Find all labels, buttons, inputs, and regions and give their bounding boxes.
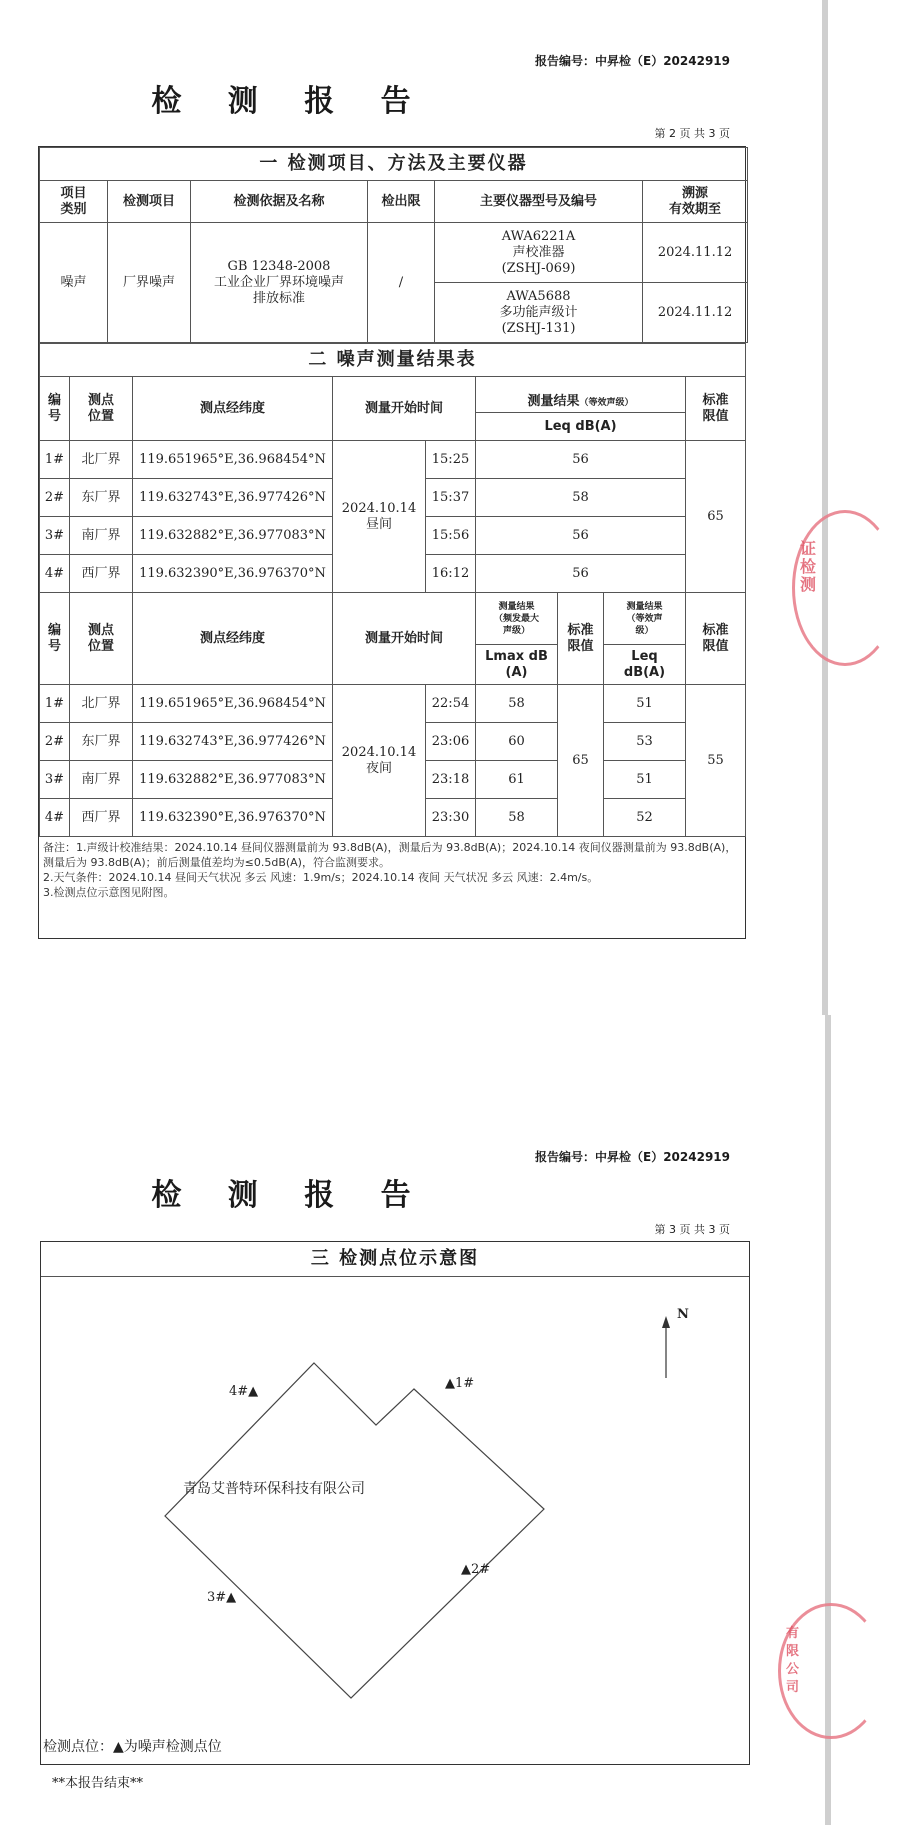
- limit-cell: /: [368, 223, 435, 343]
- row-leq: 56: [476, 441, 686, 479]
- row-coord: 119.632882°E,36.977083°N: [133, 517, 333, 555]
- report-title: 检 测 报 告: [151, 84, 429, 119]
- row-leq: 51: [604, 685, 686, 723]
- valid-date-cell: 2024.11.12: [643, 283, 748, 343]
- north-label: N: [677, 1307, 689, 1322]
- day-header-std: 标准 限值: [686, 377, 746, 441]
- day-header-point: 测点 位置: [70, 377, 133, 441]
- night-leq-std-cell: 55: [686, 685, 746, 837]
- row-no: 4#: [40, 799, 70, 837]
- north-arrow-head: [662, 1316, 670, 1328]
- night-header-lmax-result: 测量结果 （频发最大 声级）: [476, 593, 558, 645]
- map-frame: [40, 1241, 750, 1765]
- point-4-label: 4#▲: [229, 1384, 259, 1399]
- day-date-cell: 2024.10.14 昼间: [333, 441, 426, 593]
- header-valid-until: 溯源 有效期至: [643, 181, 748, 223]
- row-point: 西厂界: [70, 555, 133, 593]
- row-coord: 119.632743°E,36.977426°N: [133, 479, 333, 517]
- report-end: **本报告结束**: [52, 1776, 144, 1791]
- row-no: 3#: [40, 761, 70, 799]
- header-category: 项目 类别: [40, 181, 108, 223]
- night-header-lmax: Lmax dB (A): [476, 645, 558, 685]
- remark-line: 2.天气条件：2024.10.14 昼间天气状况 多云 风速：1.9m/s；2024.10.14 夜间 天气状况 多云 风速：2.4m/s。: [43, 871, 599, 884]
- row-time: 15:56: [426, 517, 476, 555]
- row-coord: 119.632390°E,36.976370°N: [133, 799, 333, 837]
- header-item: 检测项目: [108, 181, 191, 223]
- standard-cell: GB 12348-2008 工业企业厂界环境噪声 排放标准: [191, 223, 368, 343]
- remark-line: 备注：1.声级计校准结果：2024.10.14 昼间仪器测量前为 93.8dB(A)，测量后为 93.8dB(A)；2024.10.14 夜间仪器测量前为 93.8dB(A)，测量后为 93.8dB(A)；前后测量值差均为≤0.5dB(A)，符合监测要求。: [43, 841, 737, 869]
- day-header-coord: 测点经纬度: [133, 377, 333, 441]
- header-standard: 检测依据及名称: [191, 181, 368, 223]
- row-no: 1#: [40, 685, 70, 723]
- row-coord: 119.651965°E,36.968454°N: [133, 441, 333, 479]
- remark-line: 3.检测点位示意图见附图。: [43, 886, 175, 899]
- report-number: 报告编号：中昇检（E）20242919: [535, 1150, 730, 1164]
- row-lmax: 61: [476, 761, 558, 799]
- table-row: [40, 685, 746, 723]
- section-1-title: 一 检测项目、方法及主要仪器: [40, 148, 748, 181]
- valid-date-cell: 2024.11.12: [643, 223, 748, 283]
- row-time: 22:54: [426, 685, 476, 723]
- row-time: 23:30: [426, 799, 476, 837]
- row-point: 南厂界: [70, 761, 133, 799]
- report-title: 检 测 报 告: [151, 1178, 429, 1213]
- page-number: 第 3 页 共 3 页: [654, 1223, 730, 1236]
- row-no: 2#: [40, 723, 70, 761]
- point-3-label: 3#▲: [207, 1590, 237, 1605]
- results-frame: [38, 146, 746, 939]
- row-coord: 119.632882°E,36.977083°N: [133, 761, 333, 799]
- night-header-std2: 标准 限值: [686, 593, 746, 685]
- row-lmax: 60: [476, 723, 558, 761]
- company-name: 青岛艾普特环保科技有限公司: [183, 1481, 365, 1497]
- day-header-result-note: （等效声级）: [579, 398, 634, 408]
- methods-table: [39, 147, 748, 343]
- day-header-no: 编 号: [40, 377, 70, 441]
- row-time: 15:25: [426, 441, 476, 479]
- row-lmax: 58: [476, 799, 558, 837]
- report-page-3: [0, 1015, 902, 1825]
- header-instruments: 主要仪器型号及编号: [435, 181, 643, 223]
- row-no: 1#: [40, 441, 70, 479]
- night-header-coord: 测点经纬度: [133, 593, 333, 685]
- day-std-cell: 65: [686, 441, 746, 593]
- night-header-start: 测量开始时间: [333, 593, 476, 685]
- day-header-result: [476, 377, 686, 413]
- row-point: 东厂界: [70, 479, 133, 517]
- night-header-point: 测点 位置: [70, 593, 133, 685]
- row-point: 北厂界: [70, 441, 133, 479]
- night-header-leq: Leq dB(A): [604, 645, 686, 685]
- row-coord: 119.632390°E,36.976370°N: [133, 555, 333, 593]
- day-header-start: 测量开始时间: [333, 377, 476, 441]
- item-cell: 厂界噪声: [108, 223, 191, 343]
- row-time: 23:18: [426, 761, 476, 799]
- night-header-leq-result: 测量结果 （等效声 级）: [604, 593, 686, 645]
- row-time: 23:06: [426, 723, 476, 761]
- row-point: 南厂界: [70, 517, 133, 555]
- point-1-label: ▲1#: [445, 1376, 475, 1391]
- page-number: 第 2 页 共 3 页: [654, 127, 730, 140]
- point-2-label: ▲2#: [461, 1562, 491, 1577]
- row-no: 2#: [40, 479, 70, 517]
- seal-text: 证检测: [800, 539, 817, 594]
- row-time: 15:37: [426, 479, 476, 517]
- section-2-title: 二 噪声测量结果表: [40, 344, 746, 377]
- row-leq: 58: [476, 479, 686, 517]
- row-point: 北厂界: [70, 685, 133, 723]
- row-leq: 53: [604, 723, 686, 761]
- site-diagram: [41, 1278, 747, 1764]
- night-lmax-std-cell: 65: [558, 685, 604, 837]
- row-time: 16:12: [426, 555, 476, 593]
- row-leq: 56: [476, 517, 686, 555]
- row-no: 4#: [40, 555, 70, 593]
- row-lmax: 58: [476, 685, 558, 723]
- day-header-leq: Leq dB(A): [476, 413, 686, 441]
- instrument-cell: AWA5688 多功能声级计 (ZSHJ-131): [435, 283, 643, 343]
- row-point: 西厂界: [70, 799, 133, 837]
- row-no: 3#: [40, 517, 70, 555]
- table-row: [40, 441, 746, 479]
- day-header-result-label: 测量结果: [527, 394, 580, 409]
- remarks: [39, 837, 745, 903]
- header-detection-limit: 检出限: [368, 181, 435, 223]
- site-boundary: [165, 1363, 544, 1698]
- row-coord: 119.651965°E,36.968454°N: [133, 685, 333, 723]
- night-header-no: 编 号: [40, 593, 70, 685]
- category-cell: 噪声: [40, 223, 108, 343]
- map-legend: 检测点位：▲为噪声检测点位: [43, 1739, 222, 1755]
- instrument-cell: AWA6221A 声校准器 (ZSHJ-069): [435, 223, 643, 283]
- section-3-title: 三 检测点位示意图: [41, 1242, 749, 1277]
- row-leq: 51: [604, 761, 686, 799]
- night-date-cell: 2024.10.14 夜间: [333, 685, 426, 837]
- night-header-std1: 标准 限值: [558, 593, 604, 685]
- seal-text: 有限公司: [786, 1626, 800, 1695]
- report-number: 报告编号：中昇检（E）20242919: [535, 54, 730, 68]
- row-leq: 56: [476, 555, 686, 593]
- noise-results-table: [39, 343, 746, 837]
- row-point: 东厂界: [70, 723, 133, 761]
- row-coord: 119.632743°E,36.977426°N: [133, 723, 333, 761]
- row-leq: 52: [604, 799, 686, 837]
